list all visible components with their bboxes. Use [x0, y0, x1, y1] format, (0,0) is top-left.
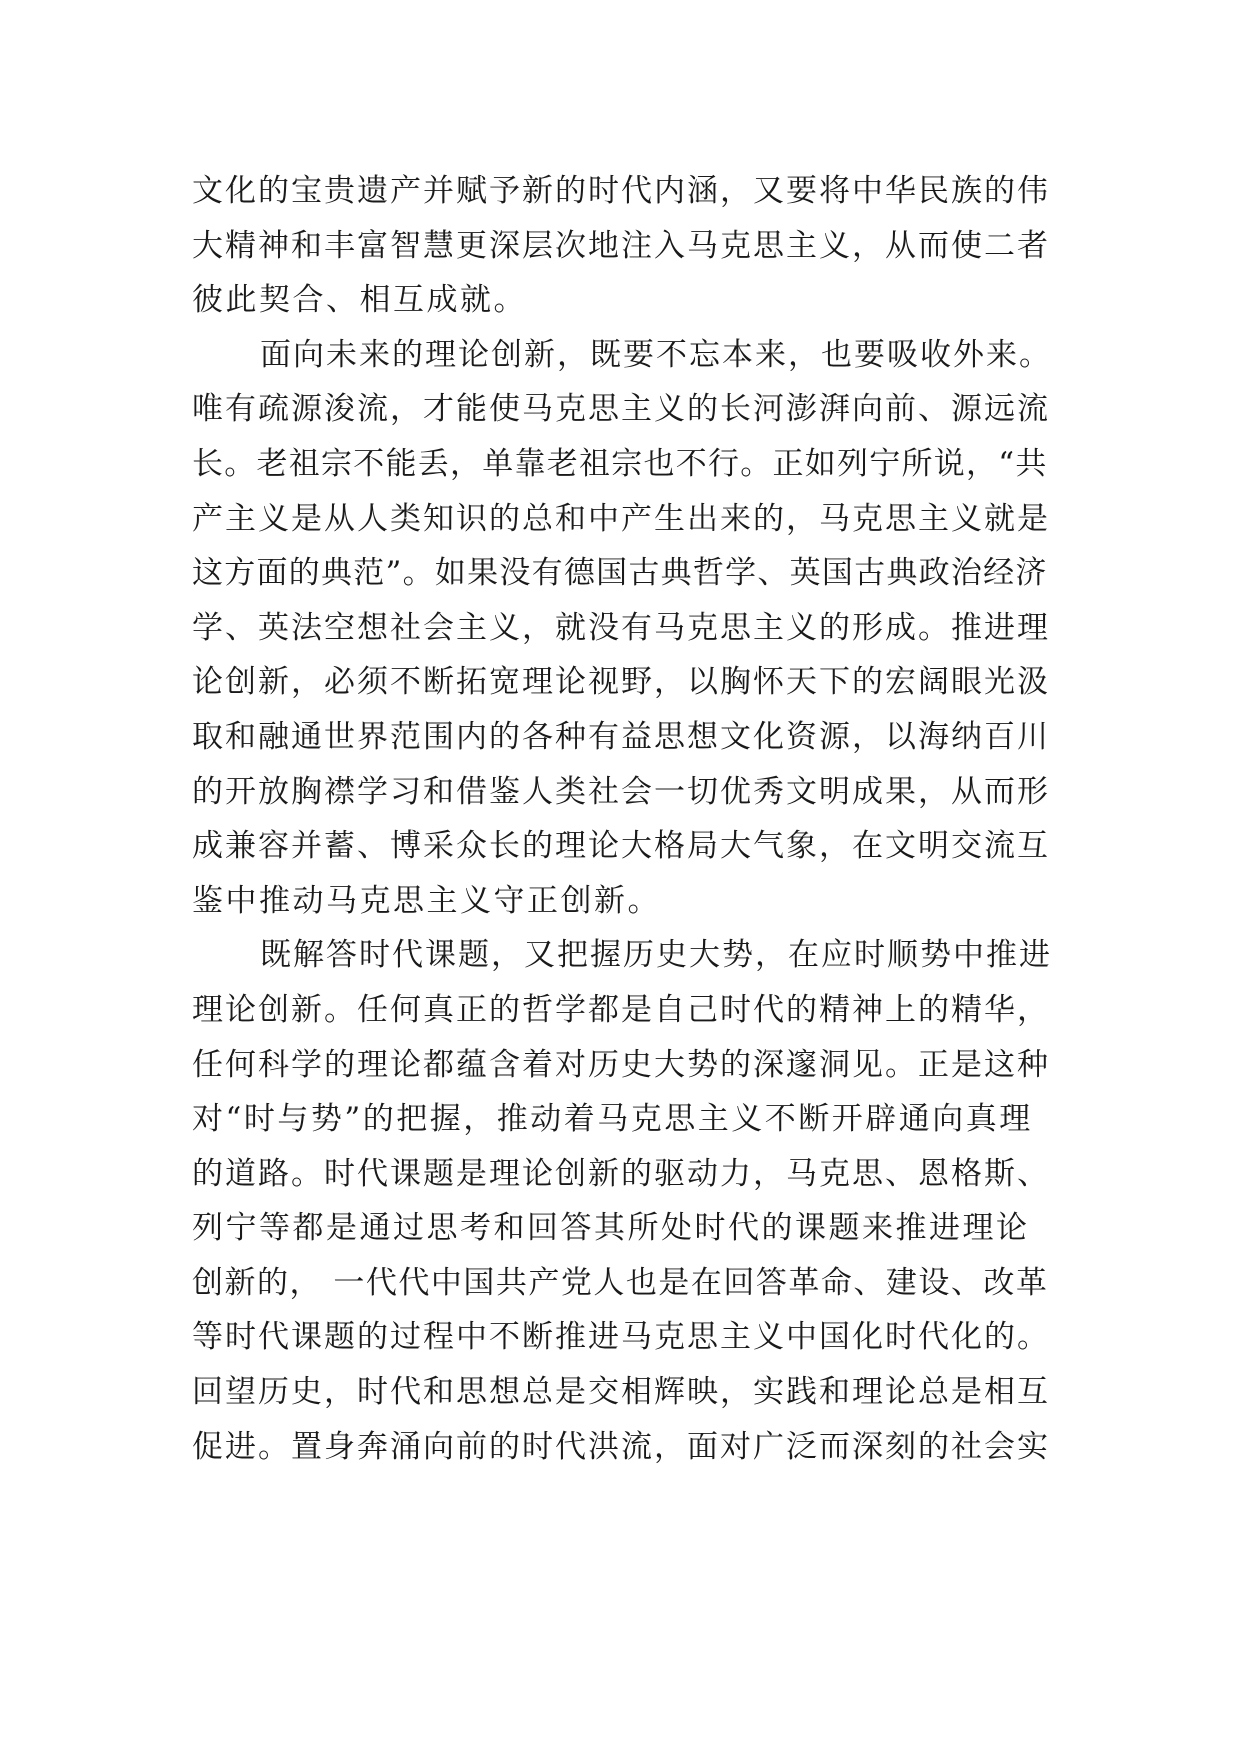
text-line: 的开放胸襟学习和借鉴人类社会一切优秀文明成果，从而形 — [192, 773, 1050, 810]
text-line: 对“时与势”的把握，推动着马克思主义不断开辟通向真理 — [192, 1101, 1033, 1138]
text-line: 任何科学的理论都蕴含着对历史大势的深邃洞见。正是这种 — [192, 1046, 1050, 1083]
text-line: 取和融通世界范围内的各种有益思想文化资源，以海纳百川 — [192, 718, 1050, 755]
text-line: 产主义是从人类知识的总和中产生出来的，马克思主义就是 — [192, 500, 1050, 537]
text-line: 回望历史，时代和思想总是交相辉映，实践和理论总是相互 — [192, 1374, 1050, 1411]
text-line: 文化的宝贵遗产并赋予新的时代内涵，又要将中华民族的伟 — [192, 173, 1050, 209]
text-line: 这方面的典范”。如果没有德国古典哲学、英国古典政治经济 — [192, 555, 1048, 592]
text-line: 论创新，必须不断拓宽理论视野，以胸怀天下的宏阔眼光汲 — [192, 664, 1050, 701]
text-line: 学、英法空想社会主义，就没有马克思主义的形成。推进理 — [192, 609, 1050, 646]
text-line: 促进。置身奔涌向前的时代洪流，面对广泛而深刻的社会实 — [192, 1428, 1050, 1465]
text-line: 等时代课题的过程中不断推进马克思主义中国化时代化的。 — [192, 1319, 1050, 1356]
text-line: 彼此契合、相互成就。 — [192, 282, 527, 319]
text-line: 创新的， 一代代中国共产党人也是在回答革命、建设、改革 — [192, 1264, 1049, 1301]
text-line: 长。老祖宗不能丢，单靠老祖宗也不行。正如列宁所说，“共 — [192, 445, 1048, 482]
paragraph-first-line: 既解答时代课题，又把握历史大势，在应时顺势中推进 — [260, 937, 1052, 974]
text-line: 鉴中推动马克思主义守正创新。 — [192, 882, 661, 919]
paragraph-first-line: 面向未来的理论创新，既要不忘本来，也要吸收外来。 — [260, 336, 1052, 373]
text-line: 成兼容并蓄、博采众长的理论大格局大气象，在文明交流互 — [192, 828, 1050, 865]
text-line: 大精神和丰富智慧更深层次地注入马克思主义，从而使二者 — [192, 227, 1050, 264]
text-line: 的道路。时代课题是理论创新的驱动力，马克思、恩格斯、 — [192, 1155, 1050, 1192]
text-line: 列宁等都是通过思考和回答其所处时代的课题来推进理论 — [192, 1210, 1030, 1247]
text-line: 唯有疏源浚流，才能使马克思主义的长河澎湃向前、源远流 — [192, 391, 1050, 428]
text-line: 理论创新。任何真正的哲学都是自己时代的精神上的精华， — [192, 991, 1050, 1028]
body-text — [192, 164, 1052, 1474]
